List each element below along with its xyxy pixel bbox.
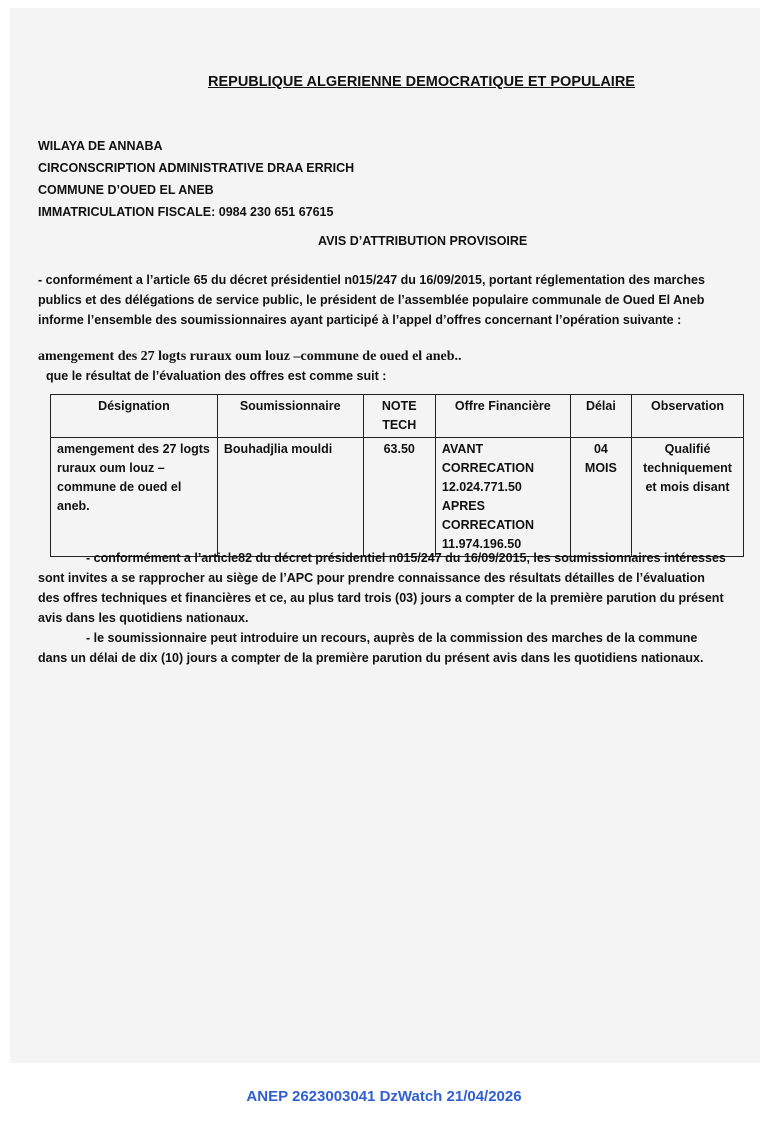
table-row (51, 438, 744, 557)
cell-observation: Qualifié techniquement et mois disant (632, 438, 744, 557)
scanned-page (10, 8, 760, 1063)
operation-line: amengement des 27 logts ruraux oum louz –commune de oued el aneb.. (38, 349, 462, 364)
header-designation: Désignation (51, 395, 218, 438)
republic-heading: REPUBLIQUE ALGERIENNE DEMOCRATIQUE ET POPULAIRE (208, 74, 635, 90)
offre-line: APRES (441, 499, 485, 513)
issuer-header (38, 135, 354, 223)
offre-line: 11.974.196.50 (441, 537, 522, 551)
delai-value: 04 (593, 442, 608, 456)
offre-line: 12.024.771.50 (441, 480, 522, 494)
table-header-row (51, 395, 744, 438)
header-soumissionnaire: Soumissionnaire (217, 395, 363, 438)
fiscal-id-line: IMMATRICULATION FISCALE: 0984 230 651 67615 (38, 205, 334, 219)
cell-delai (570, 438, 631, 557)
header-delai: Délai (570, 395, 631, 438)
evaluation-table (50, 394, 744, 557)
cell-offre-financiere (435, 438, 570, 557)
result-intro-line: que le résultat de l’évaluation des offres est comme suit : (46, 369, 387, 383)
circonscription-line: CIRCONSCRIPTION ADMINISTRATIVE DRAA ERRICH (38, 161, 355, 175)
notice-title: AVIS D’ATTRIBUTION PROVISOIRE (318, 234, 528, 248)
cell-designation: amengement des 27 logts ruraux oum louz – commune de oued el aneb. (51, 438, 218, 557)
header-offre-financiere: Offre Financière (435, 395, 570, 438)
commune-line: COMMUNE D’OUED EL ANEB (38, 183, 214, 197)
cell-note-tech: 63.50 (363, 438, 435, 557)
paragraph-legal-basis: - conformément a l’article 65 du décret présidentiel n015/247 du 16/09/2015, portant réglementation des marches publics et des délégations de service public, le président de l’assemblée populaire communale de Oued El Aneb informe l’ensemble des soumissionnaires ayant participé à l’appel d’offres concernant l’opération suivante : (38, 273, 705, 327)
paragraph-recours: - le soumissionnaire peut introduire un recours, auprès de la commission des marches de la commune dans un délai de dix (10) jours a compter de la première parution du présent avis dans les quotidiens nationaux. (38, 631, 704, 665)
offre-line: CORRECATION (441, 518, 535, 532)
header-observation: Observation (632, 395, 744, 438)
wilaya-line: WILAYA DE ANNABA (38, 139, 163, 153)
delai-unit: MOIS (584, 461, 617, 475)
cell-soumissionnaire: Bouhadjlia mouldi (217, 438, 363, 557)
header-note-tech: NOTE TECH (363, 395, 435, 438)
anep-footer: ANEP 2623003041 DzWatch 21/04/2026 (246, 1088, 522, 1105)
paragraph-consultation: - conformément a l’article82 du décret présidentiel n015/247 du 16/09/2015, les soumissionnaires intéresses sont invites a se rapprocher au siège de l’APC pour prendre connaissance des résultats détailles de l’évaluation des offres techniques et financières et ce, au plus tard trois (03) jours a compter de la première parution du présent avis dans les quotidiens nationaux. (38, 551, 726, 625)
offre-line: CORRECATION (441, 461, 535, 475)
offre-line: AVANT (441, 442, 484, 456)
